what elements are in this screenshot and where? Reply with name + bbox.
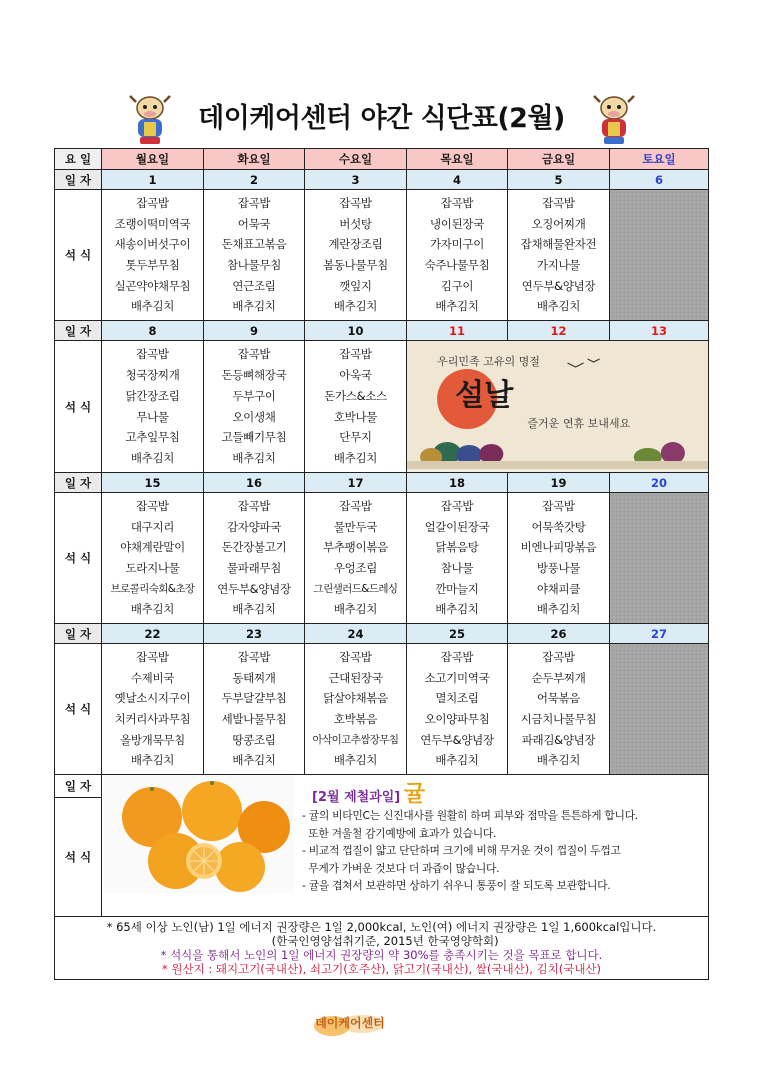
menu-item: 얼갈이된장국	[424, 519, 490, 534]
menu-item: 배추김치	[232, 450, 276, 465]
menu-item: 대구지리	[130, 519, 175, 534]
menu-item: 연두부&양념장	[521, 278, 596, 293]
menu-item: 돈간장불고기	[221, 540, 287, 555]
menu-item: 잡곡밥	[136, 649, 169, 664]
date-cell: 19	[508, 473, 610, 493]
date-cell: 22	[102, 624, 204, 644]
date-cell: 23	[204, 624, 305, 644]
date-cell: 18	[407, 473, 508, 493]
weekday-mon: 월요일	[102, 149, 204, 170]
weekday-label: 요 일	[55, 149, 102, 170]
menu-item: 배추김치	[130, 299, 175, 314]
weekday-thu: 목요일	[407, 149, 508, 170]
menu-item: 오이생채	[232, 409, 276, 424]
page-title: 데이케어센터 야간 식단표(2월)	[198, 103, 565, 134]
menu-item: 어묵국	[237, 216, 271, 231]
fruit-date-row	[55, 775, 709, 798]
fruit-line: - 비교적 껍질이 얇고 단단하며 크기에 비해 무거운 것이 껍질이 두껍고	[302, 844, 621, 857]
tangerine-image	[104, 775, 294, 893]
meal-row	[55, 493, 709, 624]
menu-item: 야채피클	[536, 581, 581, 596]
menu-item: 고추잎무침	[125, 430, 180, 445]
menu-item: 잡곡밥	[542, 498, 575, 513]
daycare-logo	[310, 1008, 390, 1038]
date-cell: 4	[407, 170, 508, 190]
menu-item: 도라지나물	[125, 561, 180, 575]
menu-item: 잡곡밥	[136, 347, 169, 362]
menu-item: 동태찌개	[232, 670, 276, 685]
note-goal: * 석식을 통해서 노인의 1일 에너지 권장량의 약 30%를 충족시키는 것을 목표로 합니다.	[160, 948, 603, 962]
date-cell-saturday: 20	[610, 473, 709, 493]
menu-item: 가자미구이	[429, 237, 485, 252]
menu-item: 깐마늘지	[435, 581, 479, 596]
menu-item: 오징어찌개	[531, 216, 586, 231]
fruit-name: 귤	[403, 782, 426, 807]
menu-item: 부추팽이볶음	[323, 540, 388, 555]
menu-item: 배추김치	[333, 753, 378, 768]
meal-cell	[204, 493, 305, 624]
fruit-tag: [2월 제철과일]	[312, 790, 401, 805]
menu-item: 버섯탕	[339, 216, 372, 231]
meal-row	[55, 190, 709, 321]
menu-item: 시금치나물무침	[520, 712, 597, 726]
menu-item: 잡채해물완자전	[520, 237, 597, 252]
menu-item: 비엔나피망볶음	[520, 540, 597, 555]
date-row	[55, 170, 709, 190]
menu-item: 참나물무침	[226, 258, 282, 272]
menu-item: 톳두부무침	[125, 258, 180, 272]
fruit-line: - 귤을 겹쳐서 보관하면 상하기 쉬우니 통풍이 잘 되도록 보관합니다.	[302, 879, 611, 892]
meal-label: 석 식	[55, 644, 102, 775]
menu-item: 두부달걀부침	[221, 691, 287, 706]
meal-cell	[305, 644, 407, 775]
menu-item: 오이양파무침	[424, 712, 490, 726]
date-label: 일 자	[55, 473, 102, 493]
date-row	[55, 473, 709, 493]
meal-row	[55, 644, 709, 775]
menu-item: 배추김치	[435, 753, 479, 768]
menu-item: 배추김치	[232, 753, 276, 768]
logo-text: 데이케어센터	[315, 1016, 385, 1030]
menu-item: 닭살야채볶음	[323, 691, 388, 706]
menu-item: 소고기미역국	[424, 670, 490, 685]
meal-cell	[508, 493, 610, 624]
fruit-info-cell	[102, 775, 709, 917]
menu-item: 잡곡밥	[542, 649, 575, 664]
weekday-sat: 토요일	[610, 149, 709, 170]
menu-item: 어묵쑥갓탕	[531, 519, 586, 534]
menu-item: 조랭이떡미역국	[114, 216, 191, 231]
menu-item: 배추김치	[536, 602, 581, 617]
menu-item: 잡곡밥	[237, 649, 271, 664]
meal-cell	[508, 190, 610, 321]
weekday-wed: 수요일	[305, 149, 407, 170]
menu-item: 호박볶음	[333, 712, 378, 726]
date-cell: 2	[204, 170, 305, 190]
menu-item: 잡곡밥	[339, 347, 372, 362]
menu-item: 돈등뼈해장국	[221, 368, 287, 383]
date-cell-saturday: 27	[610, 624, 709, 644]
date-label: 일 자	[55, 775, 102, 798]
note-origin: * 원산지 : 돼지고기(국내산), 쇠고기(호주산), 닭고기(국내산), 쌀(국내산), 김치(국내산)	[161, 962, 602, 976]
meal-cell	[407, 190, 508, 321]
lunar-new-year-banner	[407, 341, 709, 473]
meal-cell	[102, 190, 204, 321]
menu-item: 멸치조림	[435, 691, 479, 706]
menu-item: 세발나물무침	[221, 712, 287, 726]
fruit-heading	[312, 777, 425, 808]
fruit-description	[302, 807, 638, 895]
weekday-fri: 금요일	[508, 149, 610, 170]
menu-item: 잡곡밥	[440, 498, 474, 513]
menu-item: 단무지	[339, 430, 372, 445]
menu-item: 고들빼기무침	[221, 430, 287, 445]
menu-item: 배추김치	[333, 450, 378, 465]
meal-cell	[204, 341, 305, 473]
menu-item: 순두부찌개	[531, 670, 586, 685]
menu-item: 배추김치	[435, 602, 479, 617]
menu-item: 참나물	[440, 561, 474, 575]
menu-item: 배추김치	[536, 753, 581, 768]
banner-line2: 설날	[455, 378, 514, 413]
closed-day-cell	[610, 644, 709, 775]
date-cell: 25	[407, 624, 508, 644]
date-label: 일 자	[55, 624, 102, 644]
menu-table	[54, 148, 709, 980]
menu-item: 호박나물	[333, 409, 378, 424]
date-cell-holiday: 12	[508, 321, 610, 341]
date-cell: 9	[204, 321, 305, 341]
notes-cell	[55, 917, 709, 980]
date-cell: 1	[102, 170, 204, 190]
date-cell: 26	[508, 624, 610, 644]
menu-item: 잡곡밥	[136, 195, 169, 210]
meal-cell	[102, 341, 204, 473]
menu-item: 방풍나물	[536, 561, 581, 575]
date-cell: 16	[204, 473, 305, 493]
date-cell: 17	[305, 473, 407, 493]
meal-cell	[407, 493, 508, 624]
menu-item: 아욱국	[339, 368, 372, 383]
meal-cell	[204, 644, 305, 775]
closed-day-cell	[610, 493, 709, 624]
meal-cell	[102, 493, 204, 624]
menu-item: 물파래무침	[226, 561, 282, 575]
fruit-line: - 귤의 비타민C는 신진대사를 원활히 하며 피부와 점막을 튼튼하게 합니다.	[302, 809, 638, 822]
fruit-line: 또한 겨울철 감기예방에 효과가 있습니다.	[302, 826, 497, 840]
date-row	[55, 624, 709, 644]
closed-day-cell	[610, 190, 709, 321]
menu-item: 연두부&양념장	[217, 581, 291, 596]
ox-mascot-icon	[592, 92, 636, 146]
menu-item: 잡곡밥	[136, 498, 169, 513]
menu-item: 잡곡밥	[237, 195, 271, 210]
menu-item: 가지나물	[536, 258, 581, 272]
menu-item: 잡곡밥	[440, 195, 474, 210]
menu-item: 돈채표고볶음	[221, 237, 287, 252]
date-row	[55, 321, 709, 341]
menu-item: 야채계란말이	[120, 540, 185, 555]
date-cell: 3	[305, 170, 407, 190]
banner-line3: 즐거운 연휴 보내세요	[527, 417, 631, 430]
menu-item: 잡곡밥	[237, 347, 271, 362]
menu-item: 치커리사과무침	[114, 712, 191, 726]
date-cell: 24	[305, 624, 407, 644]
menu-item: 배추김치	[232, 299, 276, 314]
date-label: 일 자	[55, 321, 102, 341]
menu-item: 잡곡밥	[237, 498, 271, 513]
meal-label: 석 식	[55, 190, 102, 321]
menu-item: 청국장찌개	[125, 368, 180, 383]
menu-item: 우엉조림	[333, 561, 378, 575]
menu-item: 배추김치	[333, 602, 378, 617]
date-cell-holiday: 11	[407, 321, 508, 341]
menu-item: 봄동나물무침	[323, 258, 388, 272]
menu-item: 브로콜리숙회&초장	[110, 582, 195, 595]
menu-item: 어묵볶음	[536, 691, 581, 706]
menu-item: 근대된장국	[328, 670, 383, 685]
menu-item: 냉이된장국	[429, 216, 485, 231]
title-area	[0, 92, 763, 148]
menu-item: 잡곡밥	[440, 649, 474, 664]
date-cell: 10	[305, 321, 407, 341]
holiday-greeting-image	[407, 341, 708, 469]
meal-row	[55, 341, 709, 473]
menu-item: 옛날소시지구이	[114, 691, 191, 706]
menu-item: 배추김치	[333, 299, 378, 314]
menu-item: 실곤약야채무침	[114, 278, 191, 293]
meal-cell	[102, 644, 204, 775]
meal-cell	[305, 190, 407, 321]
meal-label: 석 식	[55, 493, 102, 624]
date-cell: 5	[508, 170, 610, 190]
menu-item: 잡곡밥	[339, 195, 372, 210]
date-cell-holiday: 13	[610, 321, 709, 341]
menu-item: 김구이	[440, 278, 474, 293]
menu-item: 연두부&양념장	[420, 732, 494, 747]
menu-item: 잡곡밥	[339, 649, 372, 664]
banner-line1: 우리민족 고유의 명절	[437, 355, 540, 368]
weekday-tue: 화요일	[204, 149, 305, 170]
menu-item: 숙주나물무침	[424, 258, 490, 272]
date-cell: 8	[102, 321, 204, 341]
menu-item: 배추김치	[435, 299, 479, 314]
meal-cell	[305, 341, 407, 473]
menu-item: 수제비국	[130, 670, 175, 685]
menu-item: 새송이버섯구이	[114, 237, 191, 252]
date-cell: 15	[102, 473, 204, 493]
meal-label: 석 식	[55, 341, 102, 473]
menu-item: 잡곡밥	[339, 498, 372, 513]
menu-item: 깻잎지	[339, 278, 372, 293]
meal-label: 석 식	[55, 798, 102, 917]
menu-item: 올방개묵무침	[120, 732, 185, 747]
date-cell-saturday: 6	[610, 170, 709, 190]
menu-item: 그린샐러드&드레싱	[313, 582, 398, 595]
menu-item: 땅콩조림	[232, 732, 276, 747]
meal-cell	[204, 190, 305, 321]
menu-item: 잡곡밥	[542, 195, 575, 210]
menu-item: 아삭이고추쌈장무침	[312, 733, 399, 746]
note-source: (한국인영양섭취기준, 2015년 한국영양학회)	[264, 934, 499, 948]
menu-item: 닭간장조림	[125, 388, 180, 403]
note-energy: * 65세 이상 노인(남) 1일 에너지 권장량은 1일 2,000kcal, 노인(여) 에너지 권장량은 1일 1,600kcal입니다.	[106, 920, 657, 934]
menu-item: 감자양파국	[226, 519, 282, 534]
weekday-header-row	[55, 149, 709, 170]
fruit-line: 무게가 가벼운 것보다 더 과즙이 많습니다.	[302, 861, 500, 875]
date-label: 일 자	[55, 170, 102, 190]
meal-cell	[508, 644, 610, 775]
menu-item: 배추김치	[130, 602, 175, 617]
meal-cell	[407, 644, 508, 775]
menu-item: 연근조림	[232, 278, 276, 293]
menu-item: 무나물	[136, 409, 169, 424]
meal-cell	[305, 493, 407, 624]
menu-item: 배추김치	[130, 753, 175, 768]
menu-item: 두부구이	[232, 388, 276, 403]
menu-item: 파래김&양념장	[521, 732, 596, 747]
menu-item: 배추김치	[130, 450, 175, 465]
menu-item: 배추김치	[536, 299, 581, 314]
menu-item: 돈가스&소스	[324, 388, 387, 403]
menu-item: 배추김치	[232, 602, 276, 617]
notes-row	[55, 917, 709, 980]
menu-item: 계란장조림	[328, 237, 383, 252]
menu-item: 닭볶음탕	[435, 540, 479, 555]
menu-item: 물만두국	[333, 519, 378, 534]
